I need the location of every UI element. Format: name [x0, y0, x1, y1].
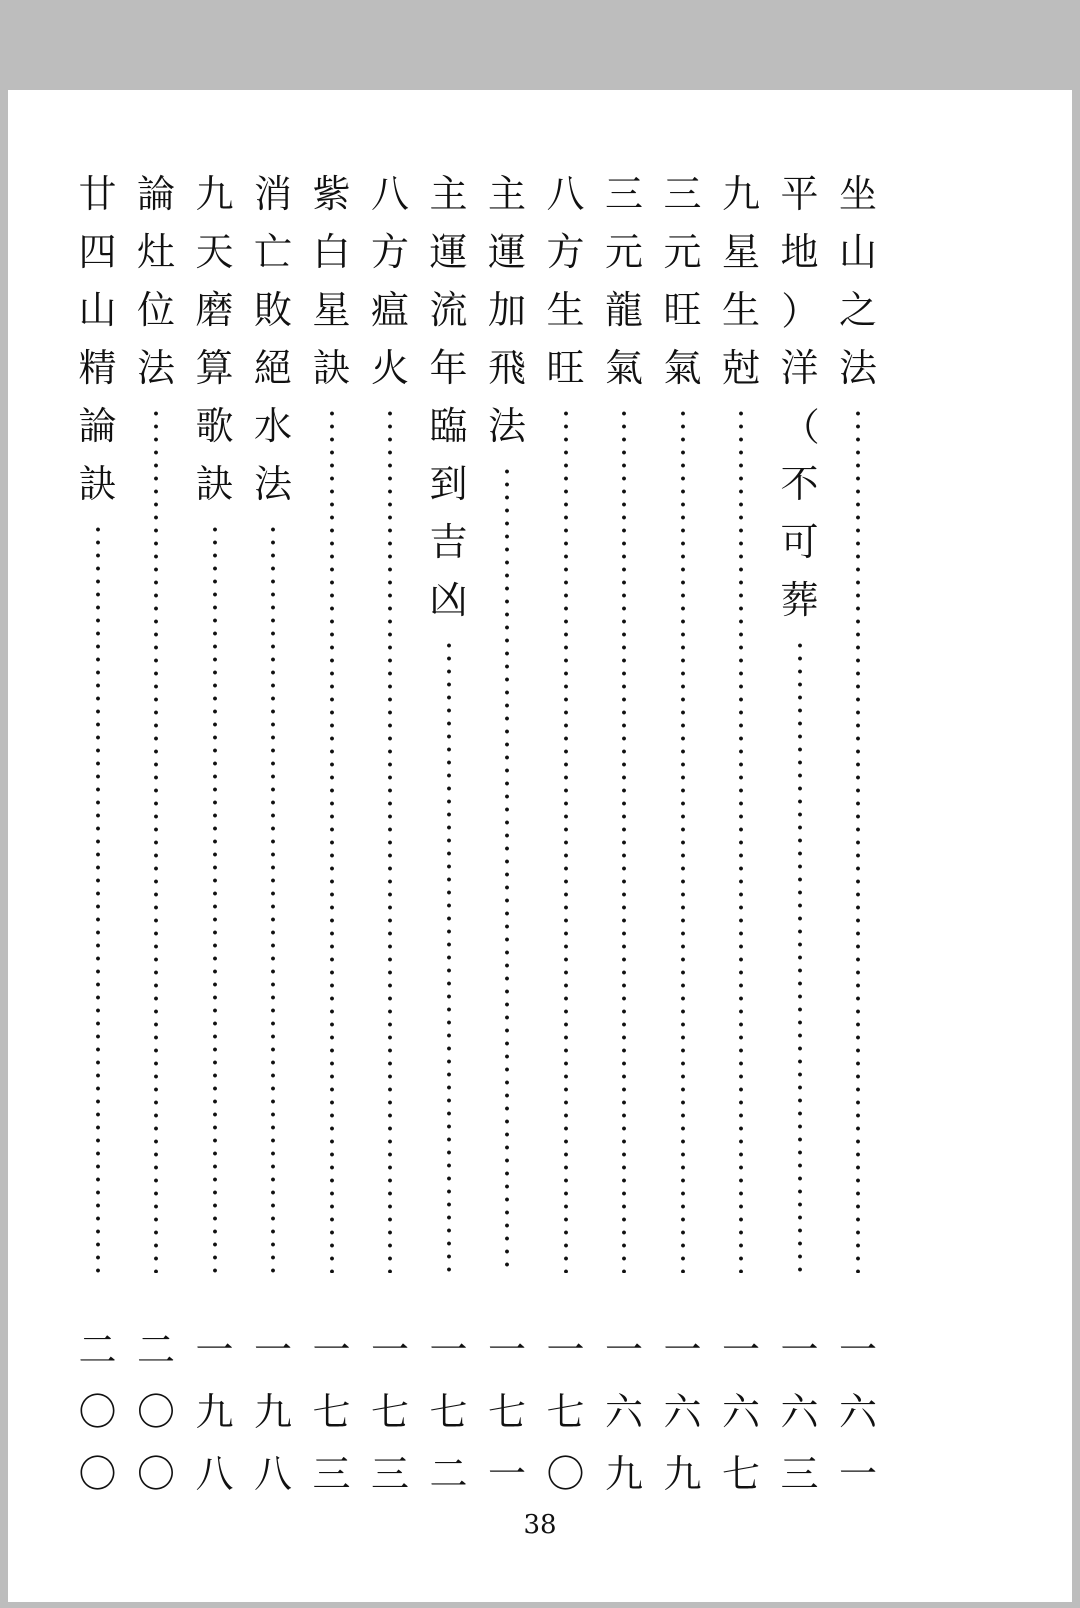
toc-entry — [772, 165, 828, 1505]
dot-leader — [505, 465, 509, 1273]
toc-entry-title: 紫 白 星 訣 — [312, 172, 351, 390]
toc-entry-page: 一 七 三 — [312, 1328, 351, 1496]
toc-entry — [304, 165, 360, 1505]
toc-entry-page: 一 九 八 — [195, 1328, 234, 1496]
dot-leader — [856, 407, 860, 1273]
dot-leader — [271, 523, 275, 1273]
toc-entry-page: 一 六 三 — [780, 1328, 819, 1496]
dot-leader — [798, 639, 802, 1273]
toc-entry-title: 坐 山 之 法 — [838, 172, 877, 390]
toc-entry-title: 廿 四 山 精 論 訣 — [78, 172, 117, 506]
toc-entry-page: 一 七 三 — [370, 1328, 409, 1496]
toc-entry — [596, 165, 652, 1505]
toc-entry-page: 一 六 九 — [604, 1328, 643, 1496]
toc-entry-page: 一 七 二 — [429, 1328, 468, 1496]
toc-entry-title: 論 灶 位 法 — [136, 172, 175, 390]
toc-entry-title: 主 運 流 年 臨 到 吉 凶 — [429, 172, 468, 622]
dot-leader — [388, 407, 392, 1273]
toc-entry — [421, 165, 477, 1505]
toc-entry-title: 消 亡 敗 絕 水 法 — [253, 172, 292, 506]
toc-entry-page: 一 六 七 — [721, 1328, 760, 1496]
toc-entry-title: 九 星 生 尅 — [721, 172, 760, 390]
toc-entry — [128, 165, 184, 1505]
toc-entry-title: 三 元 旺 氣 — [663, 172, 702, 390]
toc-entry-page: 一 七 一 — [487, 1328, 526, 1496]
toc-entry-page: 一 七 〇 — [546, 1328, 585, 1496]
toc-entry — [538, 165, 594, 1505]
toc-entry-title: 三 元 龍 氣 — [604, 172, 643, 390]
toc-entry — [187, 165, 243, 1505]
toc-entry — [830, 165, 886, 1505]
toc-entry-page: 一 六 一 — [838, 1328, 877, 1496]
dot-leader — [96, 523, 100, 1273]
toc-entry — [713, 165, 769, 1505]
dot-leader — [564, 407, 568, 1273]
dot-leader — [154, 407, 158, 1273]
toc-entry — [362, 165, 418, 1505]
toc-entry-page: 二 〇 〇 — [78, 1328, 117, 1496]
toc-entry — [245, 165, 301, 1505]
toc-entry-page: 二 〇 〇 — [136, 1328, 175, 1496]
dot-leader — [739, 407, 743, 1273]
dot-leader — [213, 523, 217, 1273]
dot-leader — [681, 407, 685, 1273]
dot-leader — [447, 639, 451, 1273]
toc-entry-title: 八 方 生 旺 — [546, 172, 585, 390]
dot-leader — [330, 407, 334, 1273]
dot-leader — [622, 407, 626, 1273]
toc-entry-title: 平 地 ︵ 洋 ︶ 不 可 葬 — [777, 172, 822, 622]
page-number: 38 — [523, 1510, 557, 1540]
toc-entry-page: 一 六 九 — [663, 1328, 702, 1496]
toc-entry — [479, 165, 535, 1505]
toc-entry-title: 九 天 磨 算 歌 訣 — [195, 172, 234, 506]
toc-entry — [70, 165, 126, 1505]
toc-entry-page: 一 九 八 — [253, 1328, 292, 1496]
book-page — [8, 90, 1072, 1602]
toc-entry — [655, 165, 711, 1505]
toc-entry-title: 八 方 瘟 火 — [370, 172, 409, 390]
toc-entry-title: 主 運 加 飛 法 — [487, 172, 526, 448]
